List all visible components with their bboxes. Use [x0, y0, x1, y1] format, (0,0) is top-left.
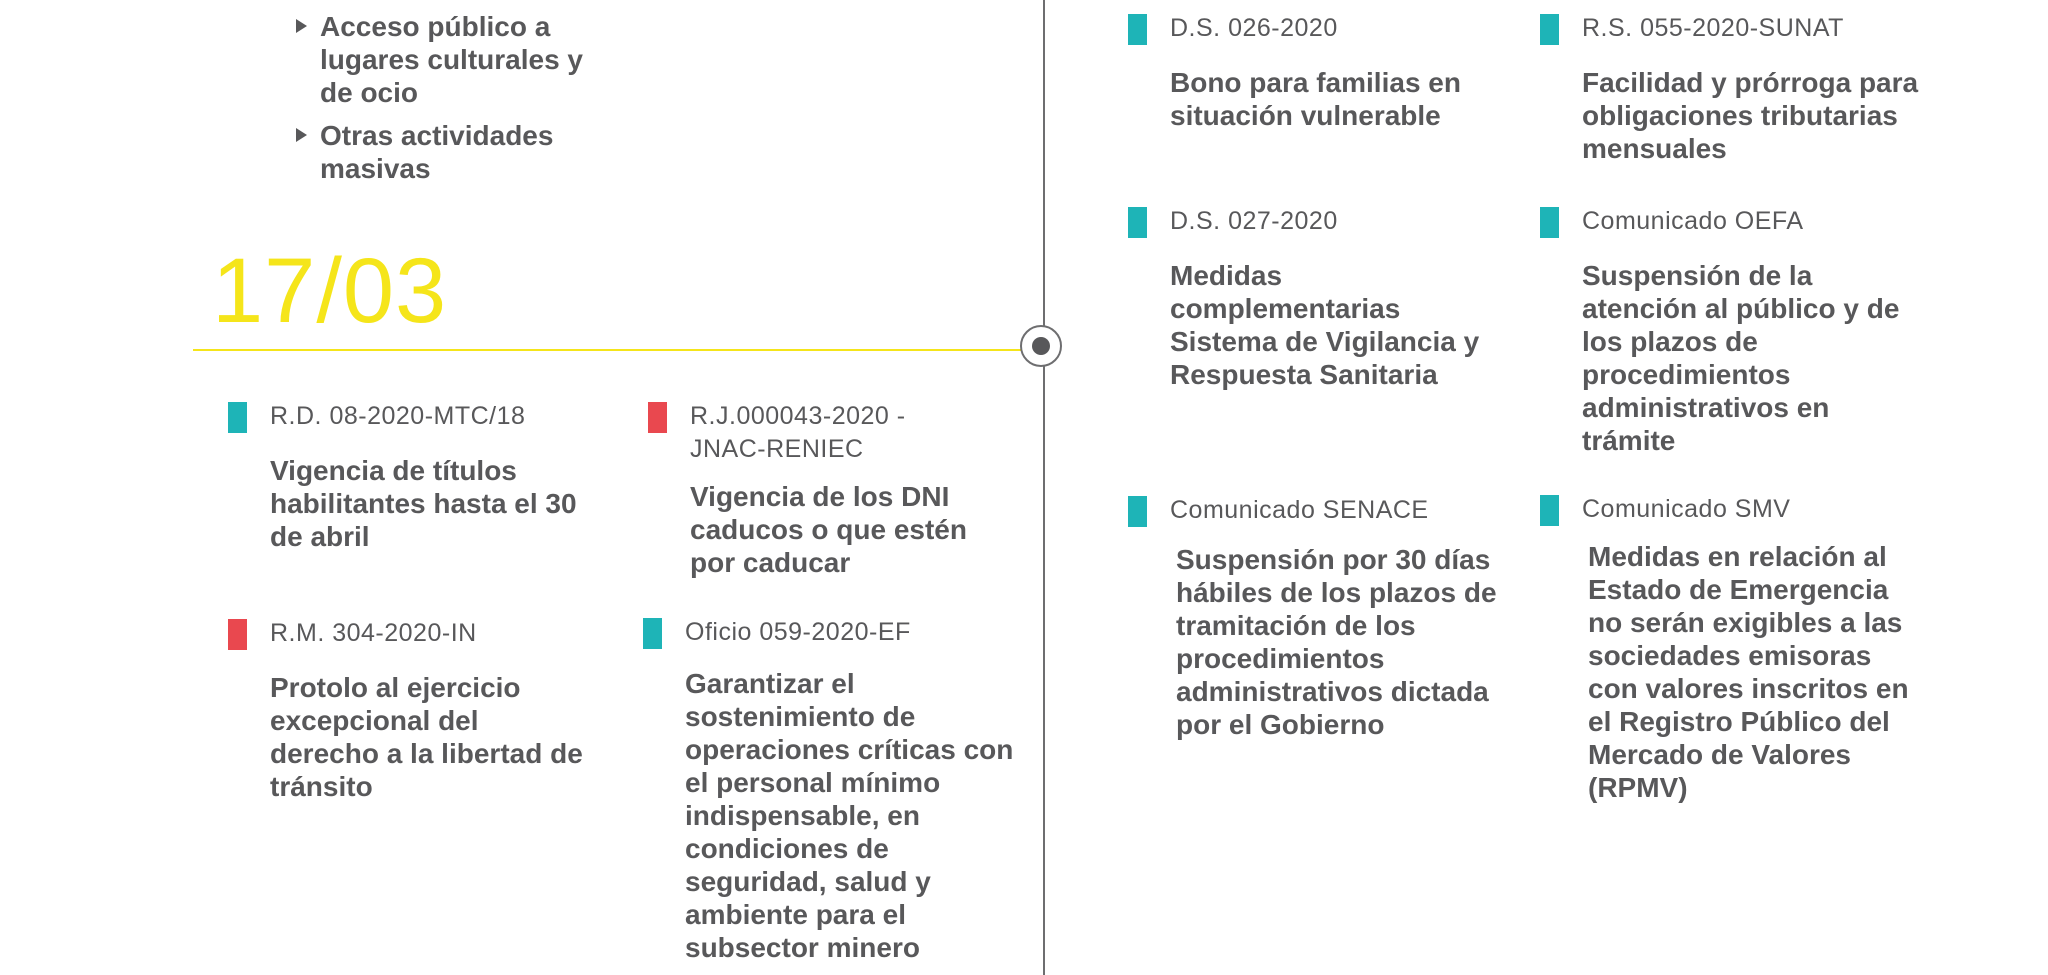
triangle-bullet-icon	[296, 128, 307, 142]
bullet-item	[296, 119, 616, 185]
measure-item	[1170, 494, 1510, 741]
measure-description: Vigencia de los DNI caducos o que estén por caducar	[690, 481, 967, 578]
measure-description: Bono para familias en situación vulnerable	[1170, 67, 1461, 131]
measure-description: Medidas complementarias Sistema de Vigilancia y Respuesta Sanitaria	[1170, 260, 1480, 390]
timeline-vertical-line	[1043, 0, 1045, 975]
marker-teal	[1128, 496, 1147, 527]
timeline-date: 17/03	[212, 240, 448, 342]
bullet-item	[296, 10, 616, 109]
bullet-text: Otras actividades masivas	[320, 120, 554, 184]
measure-code: Comunicado SENACE	[1170, 496, 1429, 524]
measure-description: Suspensión de la atención al público y de los plazos de procedimientos administrativos en trámite	[1582, 260, 1900, 456]
measure-item	[1582, 12, 1922, 165]
measure-item	[1170, 205, 1510, 391]
marker-teal	[1540, 14, 1559, 45]
timeline-node	[1020, 325, 1062, 367]
measure-item	[270, 400, 590, 553]
measure-code: Comunicado SMV	[1582, 495, 1791, 523]
measure-code: R.D. 08-2020-MTC/18	[270, 402, 526, 430]
measure-code: R.M. 304-2020-IN	[270, 619, 477, 647]
measure-description: Medidas en relación al Estado de Emergencia no serán exigibles a las sociedades emisoras con valores inscritos en el Registro Público del Mercado de Valores (RPMV)	[1588, 541, 1909, 803]
measure-item	[270, 617, 590, 803]
measure-item	[1582, 493, 1912, 804]
measure-code: Oficio 059-2020-EF	[685, 618, 911, 646]
marker-red	[228, 619, 247, 650]
marker-teal	[1540, 495, 1559, 526]
timeline-node-dot	[1032, 337, 1050, 355]
measure-code: D.S. 027-2020	[1170, 207, 1338, 235]
measure-item	[690, 400, 1010, 579]
measure-code: Comunicado OEFA	[1582, 207, 1804, 235]
measure-code: R.J.000043-2020 -JNAC-RENIEC	[690, 402, 906, 463]
measure-description: Protolo al ejercicio excepcional del derecho a la libertad de tránsito	[270, 672, 583, 802]
measure-description: Suspensión por 30 días hábiles de los plazos de tramitación de los procedimientos administrativos dictada por el Gobierno	[1176, 544, 1497, 740]
measure-description: Facilidad y prórroga para obligaciones tributarias mensuales	[1582, 67, 1919, 164]
measure-item	[685, 616, 1035, 964]
measure-description: Vigencia de títulos habilitantes hasta el 30 de abril	[270, 455, 577, 552]
measure-item	[1582, 205, 1912, 457]
bullet-text: Acceso público a lugares culturales y de ocio	[320, 11, 584, 108]
triangle-bullet-icon	[296, 19, 307, 33]
marker-teal	[1540, 207, 1559, 238]
measure-description: Garantizar el sostenimiento de operaciones críticas con el personal mínimo indispensable, en condiciones de seguridad, salud y ambiente para el subsector minero	[685, 668, 1014, 963]
marker-red	[648, 402, 667, 433]
timeline-horizontal-line	[193, 349, 1025, 351]
marker-teal	[1128, 14, 1147, 45]
marker-teal	[643, 618, 662, 649]
bullet-list	[296, 10, 616, 195]
measure-item	[1170, 12, 1490, 132]
measure-code: R.S. 055-2020-SUNAT	[1582, 14, 1844, 42]
measure-code: D.S. 026-2020	[1170, 14, 1338, 42]
marker-teal	[1128, 207, 1147, 238]
marker-teal	[228, 402, 247, 433]
